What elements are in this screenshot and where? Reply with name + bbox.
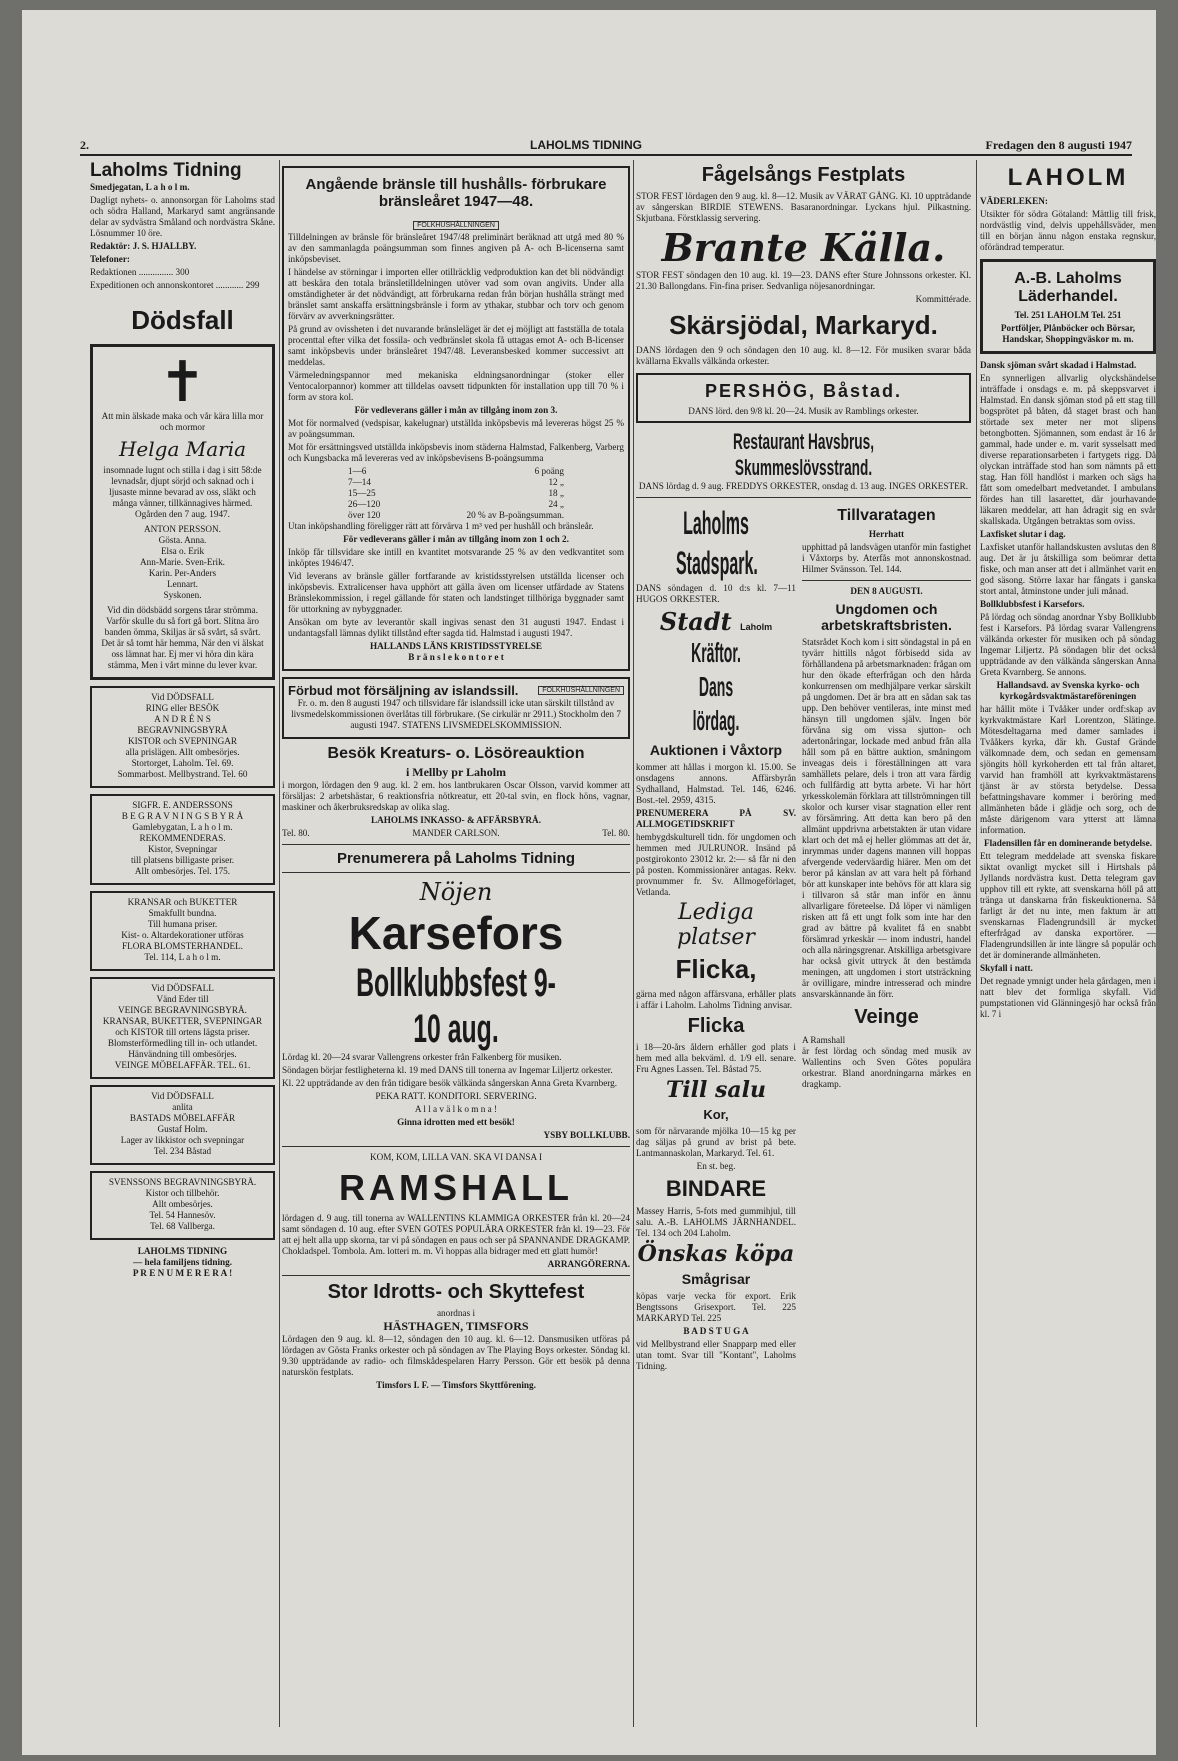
- karsefors-signature: YSBY BOLLKLUBB.: [543, 1130, 630, 1140]
- till-salu-title: Till salu: [665, 1077, 767, 1103]
- bransle-table-cell: 15—25: [348, 488, 376, 498]
- bransle-subheading: För vedleverans gäller i mån av tillgång inom zon 3.: [354, 405, 558, 415]
- skyfall-heading: Skyfall i natt.: [980, 963, 1033, 973]
- boll-heading: Bollklubbsfest i Karsefors.: [980, 599, 1085, 609]
- flicka2-text: i 18—20-års åldern erhåller god plats i hem med alla bekväml. d. 1/9 ell. senare. Fru Agnes Lassen. Tel. Båstad 75.: [636, 1042, 796, 1074]
- stadt-ad: [636, 607, 796, 636]
- dodsfall-heading: Dödsfall: [131, 305, 234, 335]
- bindare-pre: En st. beg.: [696, 1161, 736, 1171]
- kraftor-title: Kräftor. Dans lördag.: [691, 637, 741, 736]
- ad-text: Vid DÖDSFALL RING eller BESÖK A N D R É N S BEGRAVNINGSBYRÅ KISTOR och SVEPNINGAR alla prislägen. Allt ombesörjes. Stortorget, Laholm. Tel. 69. Sommarbost. Mellbystrand. Tel. 60: [117, 692, 248, 779]
- lediga-title: Lediga platser: [677, 900, 755, 950]
- ad-text: Vid DÖDSFALL anlita BASTADS MÖBELAFFÄR Gustaf Holm. Lager av likkistor och svepningar Tel. 234 Båstad: [120, 1091, 245, 1156]
- karsefors-welcome: A l l a v ä l k o m n a !: [414, 1104, 498, 1114]
- pren2-title: PRENUMERERA PÅ SV. ALLMOGETIDSKRIFT: [636, 808, 796, 829]
- lader-text: Portföljer, Plånböcker och Börsar, Handskar, Shoppingväskor m. m.: [1000, 323, 1136, 344]
- phone-redaktion: Redaktionen ............... 300: [90, 267, 190, 277]
- bransle-table-cell: 20 % av B-poängsumman.: [466, 510, 564, 520]
- paper-blurb: Dagligt nyhets- o. annonsorgan för Laholms stad och södra Halland, Markaryd samt angränsande delar av sydvästra Småland och nordvästra Skåne. Lösnummer 10 öre.: [90, 195, 275, 238]
- bransle-table-cell: över 120: [348, 510, 381, 520]
- bransle-paragraph: Mot för normalved (vedspisar, kakelugnar) utställda inköpsbevis må levereras högst 25 % av poängsumman.: [288, 418, 624, 439]
- badstuga-text: vid Mellbystrand eller Snapparp med eller utan tomt. Svar till "Kontant", Laholms Tidning.: [636, 1339, 796, 1371]
- obituary: [90, 344, 275, 680]
- ad-text: SIGFR. E. ANDERSSONS B E G R A V N I N G S B Y R Å Gamlebygatan, L a h o l m. REKOMMENDERAS. Kistor, Svepningar till platsens billigaste priser. Allt ombesörjes. Tel. 175.: [121, 800, 244, 876]
- ad-subscribe: [90, 1246, 275, 1279]
- phones-label: Telefoner:: [90, 254, 130, 264]
- stor-subtitle: anordnas i: [436, 1308, 475, 1318]
- karsefors-text: Kl. 22 uppträdande av den från tidigare besök välkända sångerskan Anna Greta Kvarnberg.: [282, 1078, 618, 1088]
- stor-text: Lördagen den 9 aug. kl. 8—12, söndagen den 10 aug. kl. 6—12. Dansmusiken utföras på lördagen av Gösta Franks orkester och på söndagen av The Playing Boys orkester. Söndag kl. 9.30 uppträdande av radio- och filmskådespelaren Harry Persson. Gör ett besök på denna naturskön festplats.: [282, 1334, 630, 1377]
- bransle-paragraph: Ansökan om byte av leverantör skall ingivas senast den 31 augusti 1947. Endast i undantagsfall lämnas dylikt tillstånd efter sagda tid. Halmstad i augusti 1947.: [288, 617, 624, 638]
- ad-andrens: [90, 686, 275, 788]
- ad-veinge: [90, 977, 275, 1079]
- pren2-text: hembygdskulturell tidn. för ungdomen och hemmen med JULRUNOR. Insänd på postgirokonto 23012 kr. 2:— så får ni den på posten. Kommissionärer antagas. Rekv. provnummer fr. Sv. Allmogeförlaget, Vetlanda.: [636, 832, 796, 897]
- bransle-subheading: För vedleverans gäller i mån av tillgång inom zon 1 och 2.: [343, 534, 569, 544]
- folkhushallningen-tag: FOLKHUSHÅLLNINGEN: [413, 221, 499, 230]
- ad-svensson: [90, 1171, 275, 1240]
- kyrko-text: har hållit möte i Tvååker under ordf:skap av kyrkvaktmästare Karl Lorentzon, Slätinge. Mötesdeltagarna med damer samlades i Tvååkers kyrka, där kh. Gustaf Grände välkomnade dem, och sedan en gemensam sjöngits höll kyrkoherden ett tal från altaret, varvid han framhöll att kyrkvaktmästarens tjänst är av största betydelse. Dessa befattningshavare kommer i beröring med allmänheten både i glädje och sorg, och de måste därigenom vara ytterst att lämna information.: [980, 704, 1156, 835]
- auktion-title: Auktionen i Våxtorp: [649, 742, 783, 758]
- karsefors-list: PEKA RATT. KONDITORI. SERVERING.: [375, 1091, 537, 1101]
- stor-title: Stor Idrotts- och Skyttefest: [327, 1281, 585, 1303]
- paper-address: Smedjegatan, L a h o l m.: [90, 182, 190, 192]
- bransle-paragraph: Värmeledningspannor med mekaniska eldningsanordningar (stoker eller Ventocalorpannor) kommer att tilldelas oavsett tidpunkten för installation upp till 70 % i form av stora kol.: [288, 370, 624, 402]
- bransle-paragraph: Tilldelningen av bränsle för bränsleåret 1947/48 preliminärt beräknad att utgå med 80 % av den sammanlagda poängsumman som finnes angiven på A- och B-licenserna samt inköpsbeviset.: [288, 232, 624, 264]
- auktion-text: kommer att hållas i morgon kl. 15.00. Se onsdagens annons. Affärsbyrån Sydhalland, Halmstad. Tel. 146, 6246. Bost.-tel. 2959, 4315.: [636, 762, 796, 805]
- phone-expedition: Expeditionen och annonskontoret ............ 299: [90, 280, 260, 290]
- besok-ad: [282, 745, 630, 839]
- flicka1-title: Flicka,: [675, 954, 757, 984]
- skarsjodal-title: Skärsjödal, Markaryd.: [669, 310, 938, 340]
- bransle-table-row: [348, 488, 564, 499]
- herrhatt-title: Herrhatt: [868, 529, 905, 539]
- den8-heading: DEN 8 AUGUSTI.: [850, 586, 923, 596]
- ad-andersson: [90, 794, 275, 885]
- stadspark-text: DANS söndagen d. 10 d:s kl. 7—11 HUGOS ORKESTER.: [636, 583, 796, 604]
- bransle-paragraph: Inköp får tillsvidare ske intill en kvantitet motsvarande 25 % av den vedkvantitet som inköptes 1946/47.: [288, 547, 624, 568]
- right-subcolumn: [802, 503, 971, 1374]
- ad-text: Vid DÖDSFALL Vänd Eder till VEINGE BEGRAVNINGSBYRÅ. KRANSAR, BUKETTER, SVEPNINGAR och KISTOR till ortens lägsta priser. Blomsterförmedling till in- och utlandet. Hänvändning till ombesörjes. VEINGE MÖBELAFFÄR. TEL. 61.: [102, 983, 263, 1070]
- bransle-table: [288, 466, 624, 521]
- ungdomen-title: Ungdomen och arbetskraftsbristen.: [821, 601, 952, 633]
- obit-text: insomnade lugnt och stilla i dag i sitt 58:de levnadsår, djupt sörjd och saknad och i ljusaste minne bevarad av oss, släkt och många vänner, tillkännagives härmed. Ogården den 7 aug. 1947.: [103, 465, 262, 519]
- issue-date: Fredagen den 8 augusti 1947: [985, 138, 1132, 152]
- bransle-paragraph: I händelse av störningar i importen eller otillräcklig vedproduktion kan det bli nödvändigt att beskära den totala bränsletilldelningen utöver vad som ovan angivits. Under alla omständigheter är det nödvändigt, att förbrukarna redan från början hushålla strängt med bränslet samt anskaffa ersättningsbränsle i form av ythakar, stubbar och torv och genom förvärv av avverkningsrätter.: [288, 267, 624, 321]
- page-header: [80, 138, 1132, 156]
- ad-bastad: [90, 1085, 275, 1165]
- ramshall-title: RAMSHALL: [339, 1167, 573, 1208]
- laholm-heading: LAHOLM: [1007, 164, 1129, 191]
- ad-text: LAHOLMS TIDNING — hela familjens tidning. P R E N U M E R E R A !: [132, 1246, 233, 1278]
- islandssill-text: Fr. o. m. den 8 augusti 1947 och tillsvidare får islandssill icke utan särskilt tillstånd av livsmedelskommissionen överlåtas till förbrukare. (Se cirkulär nr 2911.) Stockholm den 7 augusti 1947. STATENS LIVSMEDELSKOMMISSION.: [291, 698, 621, 730]
- paper-title: Laholms Tidning: [90, 160, 242, 181]
- skarsjodal-text: DANS lördagen den 9 och söndagen den 10 aug. kl. 8—12. För musiken svarar båda kvällarna Ekvalls välkända orkester.: [636, 345, 971, 366]
- kor-text: som för närvarande mjölka 10—15 kg per dag säljas på grund av brist på bete. Lantmannaskolan, Markaryd. Tel. 61.: [636, 1126, 796, 1158]
- column-rule: [633, 160, 634, 1727]
- skyfall-text: Det regnade ymnigt under hela gårdagen, men i natt blev det formliga skyfall. Vid pumpstationen vid Glänningesjö har också från kl. 7 i: [980, 976, 1156, 1019]
- kor-title: Kor,: [703, 1107, 729, 1122]
- havsbrus-title: Restaurant Havsbrus, Skummeslövsstrand.: [732, 429, 874, 480]
- bransle-table-row: [348, 466, 564, 477]
- stadt-sub: Laholm: [740, 622, 773, 632]
- besok-contact: MANDER CARLSON.: [412, 828, 500, 838]
- stadt-logo: Stadt: [659, 607, 732, 636]
- ramshall-text: lördagen d. 9 aug. till tonerna av WALLENTINS KLAMMIGA ORKESTER från kl. 20—24 samt söndagen d. 10 aug. efter SVEN GOTES POPULÄRA ORKESTER från kl. 19—23. För att ej helt alla upp skorna, tar vi på söndagen en paus och ser på SPANNANDE DRAGKAMP. Chokladspel. Tombola. Am. lotteri m. m. Vi hoppas alla bidrager med ett glatt humör!: [282, 1213, 630, 1256]
- smagrisar-title: Smågrisar: [681, 1271, 751, 1287]
- bransle-paragraph: Utan inköpshandling föreligger rätt att förvärva 1 m³ ved per hushåll och bränsleår.: [288, 521, 594, 531]
- smagrisar-text: köpas varje vecka för export. Erik Bengtssons Grisexport. Tel. 225 MARKARYD Tel. 225: [636, 1291, 796, 1323]
- bollklubbsfest-title: Bollklubbsfest 9-10 aug.: [356, 961, 556, 1051]
- bransle-table-cell: 18 „: [548, 488, 564, 498]
- brante-signature: Kommittérade.: [915, 294, 971, 304]
- besok-tel: Tel. 80.: [602, 828, 630, 838]
- islandssill-title: Förbud mot försäljning av islandssill.: [288, 683, 519, 698]
- bransle-paragraph: På grund av ovissheten i det nuvarande bränsleläget är det ej möjligt att fastställa de totala procenttal efter vilka det fossila- och vedbränslet skola få uttagas emot A- och B-licenser samt inköpsbevis under bränsleåret 1947/48. Leveransbesked kommer successivt att meddelas.: [288, 324, 624, 367]
- lax-text: Laxfisket utanför hallandskusten avslutas den 8 aug. Det är ju åtskilliga som beömrar detta fiske, och man anser att det i allmänhet varit en god säsong. Större laxar har fångats i ganska stort antal, åtminstone under juli månad.: [980, 542, 1156, 596]
- veinge-heading: Veinge: [854, 1006, 919, 1028]
- karsefors-text: Lördag kl. 20—24 svarar Vallengrens orkester från Falkenberg för musiken.: [282, 1052, 562, 1062]
- karsefors-text: Söndagen börjar festligheterna kl. 19 med DANS till tonerna av Ingemar Liljertz orkester.: [282, 1065, 613, 1075]
- onskas-title: Önskas köpa: [637, 1241, 795, 1267]
- karsefors-title: Karsefors: [348, 907, 564, 959]
- flad-heading: Fladensillen får en dominerande betydelse.: [983, 838, 1152, 848]
- column-rule: [279, 160, 280, 1727]
- pershog-text: DANS lörd. den 9/8 kl. 20—24. Musik av Ramblings orkester.: [688, 406, 919, 416]
- stor-place: HÄSTHAGEN, TIMSFORS: [383, 1319, 529, 1333]
- weather-label: VÄDERLEKEN:: [980, 196, 1048, 206]
- herrhatt-text: upphittad på landsvägen utanför min fastighet i Våxtorps by. Aterfås mot annonskostnad. Hilmer Svänsson. Tel. 144.: [802, 542, 971, 574]
- column-2: [282, 160, 630, 1600]
- column-4: [980, 160, 1156, 1600]
- besok-title: Besök Kreaturs- o. Lösöreauktion: [327, 745, 585, 762]
- obit-name: Helga Maria: [118, 437, 247, 461]
- flicka2-title: Flicka: [687, 1015, 745, 1037]
- besok-text: i morgon, lördagen den 9 aug. kl. 2 em. hos lantbrukaren Oscar Olsson, varvid kommer att försäljas: 2 arbetshästar, 6 reaktionsfria nötkreatur, ett 20-tal svin, en flock höns, vagnar, maskiner och åkerbruksredskap av olika slag.: [282, 780, 630, 812]
- editor: Redaktör: J. S. HJALLBY.: [90, 241, 197, 251]
- bransle-paragraph: Vid leverans av bränsle gäller fortfarande av kristidsstyrelsen utställda licenser och inköpsbevis. Extralicenser hava upphört att gälla även om licenser utfärdade av Statens Bränslekommission, i regel gällande för staten och landstinget tillhöriga byggnader samt för uttorkning av nybyggnader.: [288, 571, 624, 614]
- obit-signatures: ANTON PERSSON. Gösta. Anna. Elsa o. Erik Ann-Marie. Sven-Erik. Karin. Per-Anders Lennart. Syskonen.: [140, 524, 225, 600]
- left-subcolumn: [636, 503, 796, 1374]
- cross-icon: ✝: [159, 352, 206, 414]
- weather-text: Utsikter för södra Götaland: Mättlig till frisk, nordvästlig vind, delvis uppehållsväder, men till en början ännu någon enstaka regnskur, oförändrad temperatur.: [980, 209, 1156, 252]
- ad-text: SVENSSONS BEGRAVNINGSBYRÅ. Kistor och tillbehör. Allt ombesörjes. Tel. 54 Hannesöv. Tel. 68 Vallberga.: [108, 1177, 257, 1231]
- brante-title: Brante Källa.: [661, 225, 946, 270]
- bransle-notice: [282, 166, 630, 671]
- brante-text: STOR FEST söndagen den 10 aug. kl. 19—23. DANS efter Sture Johnssons orkester. Kl. 21.30 Ballongdans. Fin-fina priser. Sedvanliga nöjesanordningar.: [636, 270, 971, 291]
- folkhushallningen-tag: FOLKHUSHÅLLNINGEN: [538, 686, 624, 695]
- dansk-heading: Dansk sjöman svårt skadad i Halmstad.: [980, 360, 1137, 370]
- bransle-table-cell: 26—120: [348, 499, 381, 509]
- pershog-title: PERSHÖG, Båstad.: [704, 381, 903, 401]
- kyrko-heading: Hallandsavd. av Svenska kyrko- och kyrkogårdsvaktmästareföreningen: [996, 680, 1140, 701]
- obit-intro: Att min älskade maka och vår kära lilla mor och mormor: [101, 411, 264, 432]
- column-1: [90, 160, 275, 1600]
- ungdomen-text: Statsrådet Koch kom i sitt söndagstal in på en tyvärr hittills något förbisedd sida av förhållandena på arbetsmarknaden: frågan om hur den ökade efterfrågan och den hårda konkurrensen om medhjälpare verkar särskilt på ungdomen. Det är bra att en sådan sak tas upp. Den behöver ventileras, inte minst med hänsyn till ungdomen själv. Ingen bör förvåna sig om vissa sjutton- och adertonåringar, lockade med anbud från alla håll som på en bättre auktion, småningom inveagas deis i föreställningen att vara samhällets pelare, dels i tron att vara färdig och fullfärdig att bytta arbete. Vi har hört yrkesskolemän förklara att tillströmningen till skolor och kurser visar stagnation eller rent av försämring. Att detta kan bero på den allmänt uppdrivna arbetstakten är utan vidare klart och det må ej heller glömmas att det är, inrymmas under dagens mannen vill hoppas afvergende vederväardig hiärer. Men om det beror på känslan av att vara helt på förhand bör att kunskaper inte behövs för att klara sig i tillvaron så står man inför en ännu allvarligare företeelse. Då löper vi nämligen risken att få ett ungt folk som inte har den grad av bättre på kvalitet få en snabbt försämrad yrkeskär — inom industri, handel och alla näringsgrenar. Atskilliga arbetsgivare har också givit uttryck åt den bestämda meningen, att ungdomen i stort utsträckning är ovilligare, mindre intresserad och mindre ansvarskännande än förr.: [802, 637, 971, 999]
- lax-heading: Laxfisket slutar i dag.: [980, 529, 1066, 539]
- bransle-table-row: [348, 510, 564, 521]
- column-3: [636, 160, 971, 1600]
- bransle-table-cell: 24 „: [548, 499, 564, 509]
- bransle-paragraph: Mot för ersättningsved utställda inköpsbevis inom städerna Halmstad, Falkenberg, Varberg och Kungsbacka må levereras ved av inköpsbevisens B-poängsumma: [288, 442, 624, 463]
- lader-ad: [980, 259, 1156, 354]
- bransle-table-row: [348, 477, 564, 488]
- column-rule: [976, 160, 977, 1727]
- fagelsang-text: STOR FEST lördagen den 9 aug. kl. 8—12. Musik av VÄRAT GÅNG. Kl. 10 uppträdande av sångerskan BIRDIE STEWENS. Basaranordningar. Lyckans hjul. Pilkastning. Skjutbana. Förstklassig servering.: [636, 191, 971, 223]
- besok-subtitle: i Mellby pr Laholm: [405, 765, 507, 779]
- masthead: LAHOLMS TIDNING: [530, 138, 642, 152]
- ad-text: KRANSAR och BUKETTER Smakfullt bundna. Till humana priser. Kist- o. Altardekorationer utföras FLORA BLOMSTERHANDEL. Tel. 114, L a h o l m.: [121, 897, 244, 962]
- bransle-table-cell: 1—6: [348, 466, 367, 476]
- karsefors-slogan: Ginna idrotten med ett besök!: [397, 1117, 515, 1127]
- nojen-heading: Nöjen: [419, 878, 493, 906]
- bransle-table-cell: 7—14: [348, 477, 371, 487]
- newspaper-page: [22, 10, 1156, 1755]
- ramshall-intro: KOM, KOM, LILLA VAN. SKA VI DANSA I: [369, 1152, 543, 1162]
- stadspark-title: Laholms Stadspark.: [676, 505, 758, 581]
- subscribe-banner: Prenumerera på Laholms Tidning: [336, 850, 576, 867]
- ramshall-signature: ARRANGÖRERNA.: [547, 1259, 630, 1269]
- ramshall-note: A Ramshall är fest lördag och söndag med musik av Wallentins och Sven Götes populära orkestrar. Bland anordningarna märkes en dragkamp.: [802, 1035, 971, 1089]
- badstuga-title: B A D S T U G A: [683, 1326, 749, 1336]
- besok-firm: LAHOLMS INKASSO- & AFFÄRSBYRÅ.: [371, 815, 541, 825]
- dansk-text: En synnerligen allvarlig olyckshändelse inträffade i onsdags e. m. på skeppsvarvet i Halmstad. En dansk sjöman stod på ett stag till bogsprötet på båten, då staget brast och han störtade sex meter ner mot slipens betongbotten. Sjömannen, som endast är 16 år gammal, hade under e. m. varit sysselsatt med diverse reparationsarbeten i fartygets rigg. Då olyckan inträffade stod han som nämnts på ett stag. Han föll handlöst i marken och sägs ha fått som omedelbart medvetandet. I ambulans fördes han till lasarettet, där jourhavande läkaren meddelar, att han ådragit sig en svår skallskada. Utgången betraktas som oviss.: [980, 373, 1156, 526]
- bransle-title: Angående bränsle till hushålls- förbrukare bränsleåret 1947—48.: [305, 176, 607, 210]
- fagelsang-title: Fågelsångs Festplats: [701, 164, 906, 186]
- bransle-signature: HALLANDS LÄNS KRISTIDSSTYRELSE B r ä n s l e k o n t o r e t: [369, 641, 543, 662]
- boll-text: På lördag och söndag anordnar Ysby Bollklubb fest i Karsefors. På lördag svarar Vallengrens välkända orkester för musiken och på söndag Ingemar Liljertz. På söndagen blir det också uppträdande av den välkända sångerskan Anna Greta Kvarnberg. Se annons.: [980, 612, 1156, 677]
- tillvaratagen-title: Tillvaratagen: [837, 507, 936, 524]
- obit-verse: Vid din dödsbädd sorgens tårar strömma. Varför skulle du så fort gå bort. Slitna äro banden ömma, Skiljas är så svårt, så svårt. Det är så tomt här hemma, När den vi älskat oss lämnat har. Ej mer vi höra din kära stämma, Men i vårt minne du lever kvar.: [101, 605, 264, 670]
- flad-text: Ett telegram meddelade att svenska fiskare siktat ovanligt mycket sill i Hirtshals på Jyllands nordvästra kust. Detta telegram gav upphov till ett rykte, att svenskarna höll på att tränga ut danskarna från fiskeuktionerna. Så farligt är det nu inte, men faktum är att svenskarnas Fladengrundsill är mycket efterfrågad av danska exportörer. — Fladengrundsillen är inte längre så populär och det är dominerande allmänheten.: [980, 851, 1156, 960]
- lader-tel: Tel. 251 LAHOLM Tel. 251: [1014, 310, 1122, 320]
- bransle-table-cell: 6 poäng: [534, 466, 564, 476]
- bindare-title: BINDARE: [665, 1176, 767, 1201]
- pershog-ad: [636, 373, 971, 423]
- page-number: 2.: [80, 138, 89, 152]
- havsbrus-text: DANS lördag d. 9 aug. FREDDYS ORKESTER, onsdag d. 13 aug. INGES ORKESTER.: [638, 481, 969, 491]
- lader-title: A.-B. Laholms Läderhandel.: [1014, 270, 1122, 305]
- bransle-table-cell: 12 „: [548, 477, 564, 487]
- stor-signature: Timsfors I. F. — Timsfors Skyttförening.: [376, 1380, 536, 1390]
- bindare-text: Massey Harris, 5-fots med gummihjul, till salu. A.-B. LAHOLMS JÄRNHANDEL. Tel. 134 och 204 Laholm.: [636, 1206, 796, 1238]
- bransle-table-row: [348, 499, 564, 510]
- besok-tel: Tel. 80.: [282, 828, 310, 838]
- islandssill-notice: [282, 677, 630, 739]
- flicka1-text: gärna med någon affärsvana, erhåller plats i affär i Laholm. Laholms Tidning anvisar.: [636, 989, 796, 1010]
- ad-flora: [90, 891, 275, 971]
